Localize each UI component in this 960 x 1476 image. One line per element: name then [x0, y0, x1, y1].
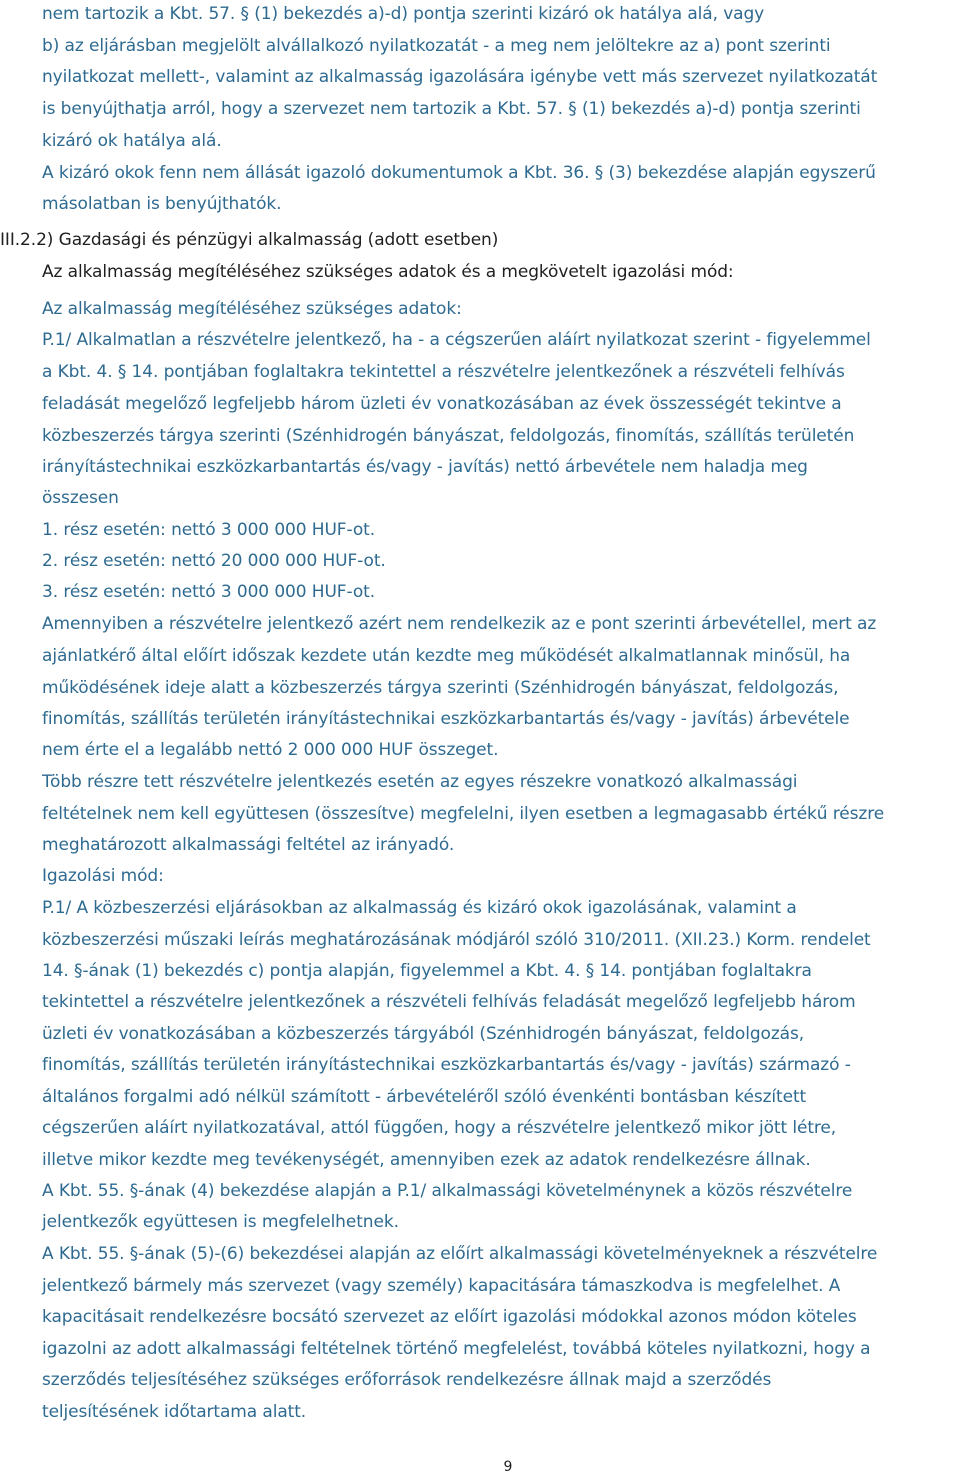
text-line: 2. rész esetén: nettó 20 000 000 HUF-ot.: [42, 551, 386, 571]
text-line: b) az eljárásban megjelölt alvállalkozó nyilatkozatát - a meg nem jelöltekre az a) pont szerinti: [42, 36, 831, 56]
text-line: nem tartozik a Kbt. 57. § (1) bekezdés a)-d) pontja szerinti kizáró ok hatálya alá, vagy: [42, 4, 765, 24]
text-line: Több részre tett részvételre jelentkezés esetén az egyes részekre vonatkozó alkalmassági: [42, 772, 798, 792]
text-line: ajánlatkérő által előírt időszak kezdete után kezdte meg működését alkalmatlannak minősül, ha: [42, 646, 851, 666]
text-line: összesen: [42, 488, 119, 508]
text-line: tekintettel a részvételre jelentkezőnek a részvételi felhívás feladását megelőző legfeljebb három: [42, 992, 856, 1012]
text-line: kizáró ok hatálya alá.: [42, 131, 222, 151]
text-line: közbeszerzés tárgya szerinti (Szénhidrogén bányászat, feldolgozás, finomítás, szállítás területén: [42, 426, 855, 446]
text-line: igazolni az adott alkalmassági feltételnek történő megfelelést, továbbá köteles nyilatkozni, hogy a: [42, 1339, 871, 1359]
text-line: 1. rész esetén: nettó 3 000 000 HUF-ot.: [42, 520, 376, 540]
text-line: A Kbt. 55. §-ának (4) bekezdése alapján a P.1/ alkalmassági követelménynek a közös részvételre: [42, 1181, 853, 1201]
text-line: is benyújthatja arról, hogy a szervezet nem tartozik a Kbt. 57. § (1) bekezdés a)-d) pontja szerinti: [42, 99, 861, 119]
text-line: jelentkezők együttesen is megfelelhetnek.: [42, 1212, 399, 1232]
text-line: meghatározott alkalmassági feltétel az irányadó.: [42, 835, 455, 855]
text-line: a Kbt. 4. § 14. pontjában foglaltakra tekintettel a részvételre jelentkezőnek a részvételi felhívás: [42, 362, 845, 382]
text-line: P.1/ A közbeszerzési eljárásokban az alkalmasság és kizáró okok igazolásának, valamint a: [42, 898, 797, 918]
section-heading: III.2.2) Gazdasági és pénzügyi alkalmasság (adott esetben): [0, 230, 499, 250]
text-line: általános forgalmi adó nélkül számított - árbevételéről szóló évenkénti bontásban készített: [42, 1087, 807, 1107]
text-line: feladását megelőző legfeljebb három üzleti év vonatkozásában az évek összességét tekintve a: [42, 394, 842, 414]
text-line: cégszerűen aláírt nyilatkozatával, attól függően, hogy a részvételre jelentkező mikor jött létre,: [42, 1118, 837, 1138]
text-line: feltételnek nem kell együttesen (összesítve) megfelelni, ilyen esetben a legmagasabb értékű részre: [42, 804, 885, 824]
text-line: jelentkező bármely más szervezet (vagy személy) kapacitására támaszkodva is megfelelhet. A: [42, 1276, 841, 1296]
text-line: P.1/ Alkalmatlan a részvételre jelentkező, ha - a cégszerűen aláírt nyilatkozat szerint - figyelemmel: [42, 330, 871, 350]
text-line: nyilatkozat mellett-, valamint az alkalmasság igazolására igénybe vett más szervezet nyilatkozatát: [42, 67, 878, 87]
text-line: Az alkalmasság megítéléséhez szükséges adatok és a megkövetelt igazolási mód:: [42, 262, 734, 282]
text-line: Igazolási mód:: [42, 866, 164, 886]
text-line: nem érte el a legalább nettó 2 000 000 HUF összeget.: [42, 740, 499, 760]
text-line: másolatban is benyújthatók.: [42, 194, 282, 214]
text-line: A kizáró okok fenn nem állását igazoló dokumentumok a Kbt. 36. § (3) bekezdése alapján egyszerű: [42, 163, 876, 183]
text-line: működésének ideje alatt a közbeszerzés tárgya szerinti (Szénhidrogén bányászat, feldolgozás,: [42, 678, 839, 698]
text-line: üzleti év vonatkozásában a közbeszerzés tárgyából (Szénhidrogén bányászat, feldolgozás,: [42, 1024, 805, 1044]
text-line: teljesítésének időtartama alatt.: [42, 1402, 307, 1422]
text-line: 14. §-ának (1) bekezdés c) pontja alapján, figyelemmel a Kbt. 4. § 14. pontjában foglaltakra: [42, 961, 812, 981]
text-line: Amennyiben a részvételre jelentkező azért nem rendelkezik az e pont szerinti árbevétellel, mert az: [42, 614, 877, 634]
text-line: finomítás, szállítás területén irányítástechnikai eszközkarbantartás és/vagy - javítás) származó -: [42, 1055, 851, 1075]
text-line: 3. rész esetén: nettó 3 000 000 HUF-ot.: [42, 582, 376, 602]
text-line: A Kbt. 55. §-ának (5)-(6) bekezdései alapján az előírt alkalmassági követelményeknek a részvételre: [42, 1244, 878, 1264]
page-number: 9: [503, 1459, 513, 1475]
text-line: kapacitásait rendelkezésre bocsátó szervezet az előírt igazolási módokkal azonos módon köteles: [42, 1307, 857, 1327]
text-line: illetve mikor kezdte meg tevékenységét, amennyiben ezek az adatok rendelkezésre állnak.: [42, 1150, 811, 1170]
text-line: irányítástechnikai eszközkarbantartás és/vagy - javítás) nettó árbevétele nem haladja meg: [42, 457, 808, 477]
text-line: Az alkalmasság megítéléséhez szükséges adatok:: [42, 299, 462, 319]
text-line: közbeszerzési műszaki leírás meghatározásának módjáról szóló 310/2011. (XII.23.) Korm. rendelet: [42, 930, 871, 950]
text-line: szerződés teljesítéséhez szükséges erőforrások rendelkezésre állnak majd a szerződés: [42, 1370, 772, 1390]
text-line: finomítás, szállítás területén irányítástechnikai eszközkarbantartás és/vagy - javítás) árbevétele: [42, 709, 850, 729]
